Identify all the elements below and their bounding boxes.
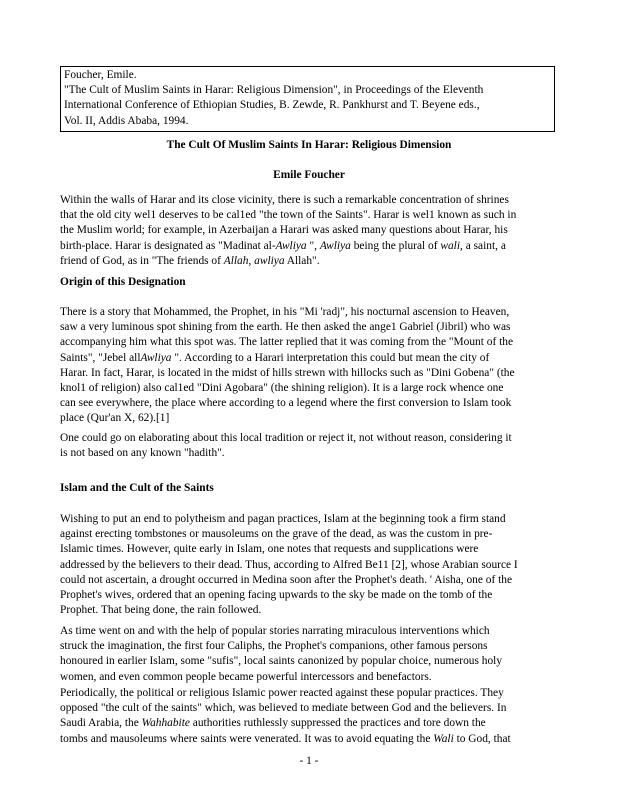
text-line: As time went on and with the help of popular stories narrating miraculous interventions which [60, 625, 490, 637]
text-line: Prophet's wives, ordered that an opening facing upwards to the sky be made on the tomb of the [60, 589, 493, 602]
text-run: to God, that [453, 732, 511, 745]
text-run: birth-place. Harar is designated as "Madinat al- [60, 239, 276, 252]
citation-line: Vol. II, Addis Ababa, 1994. [64, 114, 189, 127]
italic-term: Awliya [140, 351, 172, 364]
text-line: Islamic times. However, quite early in Islam, one notes that requests and supplications were [60, 543, 479, 556]
italic-term: Allah [223, 254, 249, 267]
text-line: opposed "the cult of the saints" which, was believed to mediate between God and the believers. In [60, 702, 507, 715]
text-line: saw a very luminous spot shining from the earth. He then asked the ange1 Gabriel (Jibril) who was [60, 321, 511, 334]
text-run: authorities ruthlessly suppressed the practices and tore down the [189, 717, 486, 730]
citation-line: "The Cult of Muslim Saints in Harar: Religious Dimension", in Proceedings of the Eleventh [64, 84, 484, 97]
origin-paragraph [60, 305, 560, 427]
italic-term: awliya [254, 254, 285, 267]
islam-paragraph [60, 512, 560, 618]
intro-paragraph [60, 193, 560, 269]
text-line: Harar. In fact, Harar, is located in the midst of hills strewn with hillocks such as "Dini Gobena" (the [60, 366, 515, 379]
text-line [60, 732, 560, 747]
text-run: tombs and mausoleums where saints were venerated. It was to avoid equating the [60, 732, 434, 745]
text-line: struck the imagination, the first four Caliphs, the Prophet's companions, other famous persons [60, 640, 488, 653]
text-line: Within the walls of Harar and its close vicinity, there is such a remarkable concentration of shrines [60, 194, 509, 206]
text-run: Saints", "Jebel all [60, 351, 141, 364]
text-run: being the plural of [350, 239, 441, 252]
text-line: the Muslim world; for example, in Azerbaijan a Harari was asked many questions about Harar, his [60, 224, 508, 237]
text-line: place (Qur'an X, 62).[1] [60, 412, 170, 425]
text-line: that the old city wel1 deserves to be cal1ed "the town of the Saints". Harar is wel1 known as such in [60, 209, 517, 222]
page-number: - 1 - [299, 755, 319, 767]
text-run: Allah". [284, 254, 320, 267]
tradition-paragraph [60, 431, 560, 461]
text-line: could not ascertain, a drought occurred in Medina soon after the Prophet's death. ' Aisha, one of the [60, 573, 513, 586]
text-line: knol1 of religion) also cal1ed "Dini Agobara" (the shining religion). It is a large rock whence one [60, 382, 504, 395]
text-line: accompanying him what this spot was. The latter replied that it was coming from the "Mount of the [60, 336, 514, 349]
citation-line: International Conference of Ethiopian Studies, B. Zewde, R. Pankhurst and T. Beyene eds., [64, 99, 480, 112]
text-run: friend of God, as in "The friends of [60, 254, 224, 267]
text-line: One could go on elaborating about this local tradition or reject it, not without reason, considering it [60, 432, 512, 444]
text-line [60, 716, 560, 731]
text-run: ". According to a Harari interpretation this could but mean the city of [171, 351, 490, 364]
power-paragraph [60, 686, 560, 747]
text-line: is not based on any known "hadith". [60, 447, 225, 460]
text-line: against erecting tombstones or mausoleums on the grave of the dead, as was the custom in pre- [60, 528, 493, 541]
section-heading-islam: Islam and the Cult of the Saints [60, 482, 214, 494]
text-line [60, 351, 560, 366]
text-run: , [248, 254, 255, 267]
text-line: addressed by the believers to their dead. Thus, according to Alfred Be11 [2], whose Arabian source I [60, 558, 518, 571]
article-author: Emile Foucher [273, 169, 345, 181]
text-line: Wishing to put an end to polytheism and pagan practices, Islam at the beginning took a firm stand [60, 513, 506, 525]
italic-term: Wali [433, 732, 454, 745]
time-paragraph [60, 624, 560, 685]
text-line: can see everywhere, the place where according to a legend where the first conversion to Islam took [60, 397, 512, 410]
italic-term: Wahhabite [141, 717, 190, 730]
italic-term: wali, [440, 239, 463, 252]
italic-term: Awliya [275, 239, 307, 252]
text-line: women, and even common people became powerful intercessors and benefactors. [60, 670, 432, 683]
article-title: The Cult Of Muslim Saints In Harar: Religious Dimension [166, 139, 452, 151]
text-line: Prophet. That being done, the rain followed. [60, 604, 262, 617]
text-run: Saudi Arabia, the [60, 717, 142, 730]
section-heading-origin: Origin of this Designation [60, 276, 186, 288]
text-run: ", [306, 239, 320, 252]
text-line: honoured in earlier Islam, some "sufis", local saints canonized by popular choice, numerous holy [60, 655, 503, 668]
italic-term: Awliya [319, 239, 351, 252]
text-run: a saint, a [462, 239, 506, 252]
text-line: Periodically, the political or religious Islamic power reacted against these popular practices. They [60, 687, 504, 699]
citation-box [60, 66, 555, 132]
citation-line: Foucher, Emile. [64, 69, 137, 81]
text-line: There is a story that Mohammed, the Prophet, in his "Mi 'radj", his nocturnal ascension to Heaven, [60, 306, 510, 318]
text-line [60, 254, 560, 269]
text-line [60, 239, 560, 254]
